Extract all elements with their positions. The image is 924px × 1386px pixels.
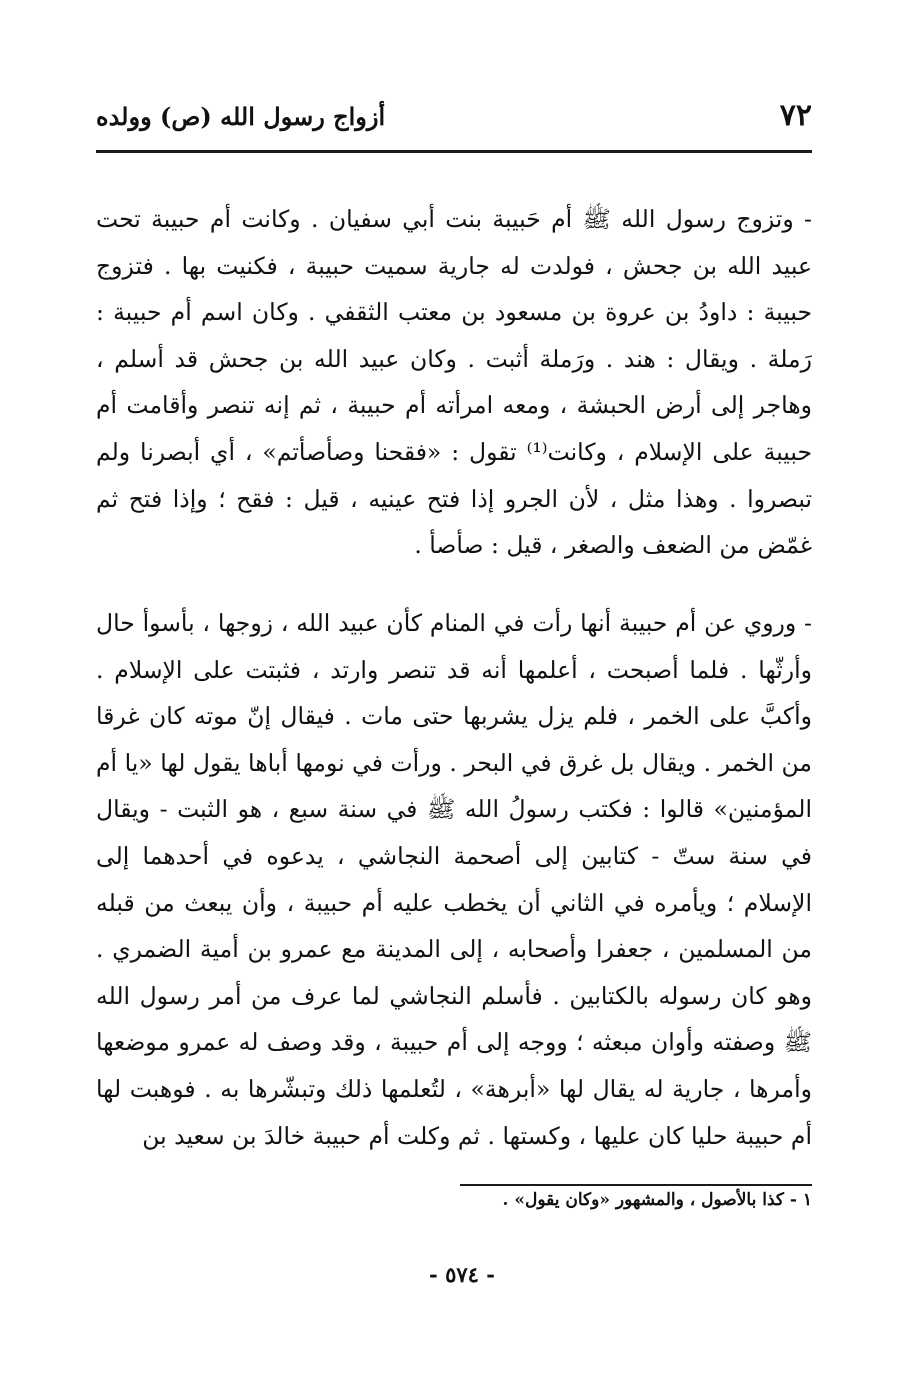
body-paragraph: - وروي عن أم حبيبة أنها رأت في المنام كأن عبيد الله ، زوجها ، بأسوأ حال وأرثّها . فلما أصبحت ، أعلمها أنه قد تنصر وارتد ، فثبتت على الإسلام . وأكبَّ على الخمر ، فلم يزل يشربها حتى مات . فيقال إنّ موته كان غرقا من الخمر . ويقال بل غرق في البحر . ورأت في نومها أباها يقول لها «يا أم المؤمنين» قالوا : فكتب رسولُ الله ﷺ في سنة سبع ، هو الثبت - ويقال في سنة ستّ - كتابين إلى أصحمة النجاشي ، يدعوه في أحدهما إلى الإسلام ؛ ويأمره في الثاني أن يخطب عليه أم حبيبة ، وأن يبعث من قبله من المسلمين ، جعفرا وأصحابه ، إلى المدينة مع عمرو بن أمية الضمري . وهو كان رسوله بالكتابين . فأسلم النجاشي لما عرف من أمر رسول الله ﷺ وصفته وأوان مبعثه ؛ ووجه إلى أم حبيبة ، وقد وصف له عمرو موضعها وأمرها ، جارية له يقال لها «أبرهة» ، لتُعلمها ذلك وتبشّرها به . فوهبت لها أم حبيبة حليا كان عليها ، وكستها . ثم وكلت أم حبيبة خالدَ بن سعيد بن [96, 609, 812, 1150]
running-title: أزواج رسول الله (ص) وولده [96, 102, 386, 131]
page-number: ٧٢ [779, 98, 812, 133]
footnote: ١ - كذا بالأصول ، والمشهور «وكان يقول» . [502, 1190, 812, 1210]
running-header [96, 92, 812, 153]
body-paragraph: - وتزوج رسول الله ﷺ أم حَبيبة بنت أبي سفيان . وكانت أم حبيبة تحت عبيد الله بن جحش ، فولدت له جارية سميت حبيبة ، فكنيت بها . فتزوج حبيبة : داودُ بن عروة بن مسعود بن معتب الثقفي . وكان اسم أم حبيبة : رَملة . ويقال : هند . ورَملة أثبت . وكان عبيد الله بن جحش قد أسلم ، وهاجر إلى أرض الحبشة ، ومعه امرأته أم حبيبة ، ثم إنه تنصر وأقامت أم حبيبة على الإسلام ، وكانت⁽¹⁾ تقول : «فقحنا وصأصأتم» ، أي أبصرنا ولم تبصروا . وهذا مثل ، لأن الجرو إذا فتح عينيه ، قيل : فقح ؛ وإذا فتح ثم غمّض من الضعف والصغر ، قيل : صأصأ . [96, 205, 813, 560]
footnote-divider [460, 1184, 812, 1186]
folio-page-number: - ٥٧٤ - [429, 1262, 495, 1287]
